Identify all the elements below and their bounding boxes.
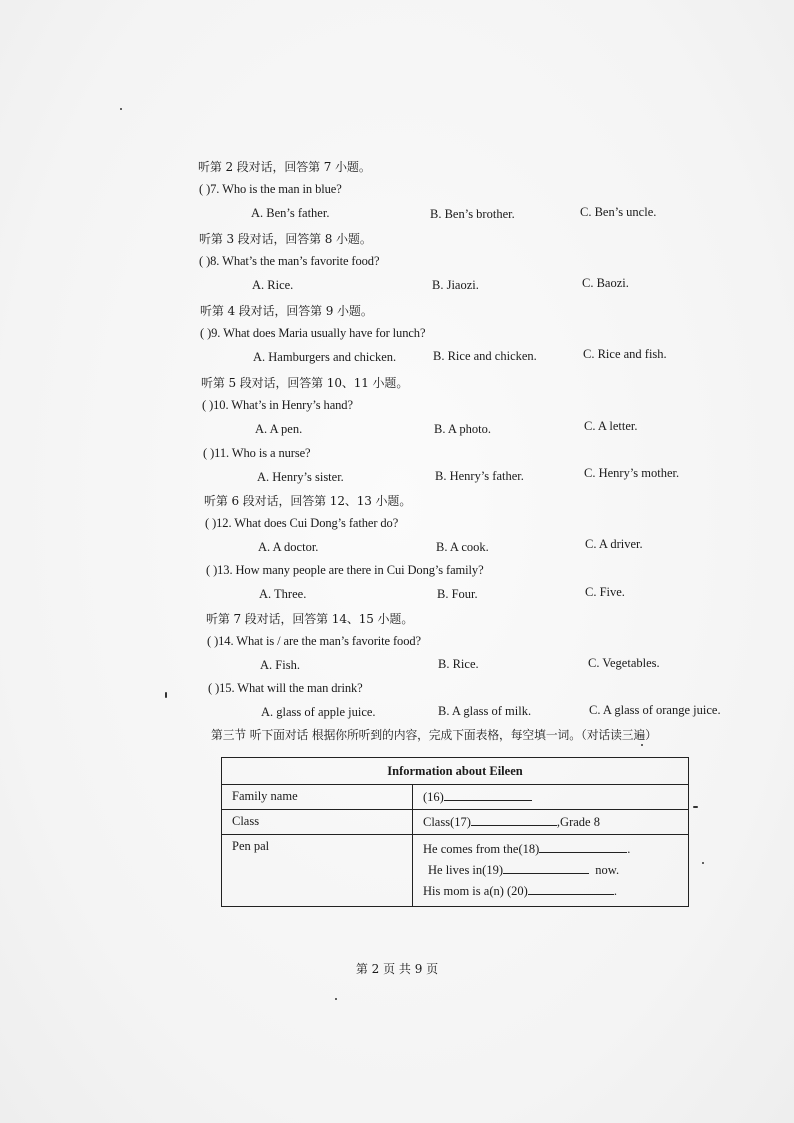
question-15-stem: ( )15. What will the man drink?	[208, 681, 363, 695]
scan-speck	[641, 744, 643, 746]
page-footer: 第 2 页 共 9 页	[355, 962, 439, 976]
blank-16[interactable]	[444, 789, 532, 801]
question-11-option-c: C. Henry’s mother.	[584, 466, 680, 480]
scan-speck	[702, 862, 704, 864]
question-8-option-c: C. Baozi.	[582, 276, 629, 290]
question-15-option-c: C. A glass of orange juice.	[589, 703, 721, 717]
question-12-option-c: C. A driver.	[585, 537, 643, 551]
section-heading-4: 听第 4 段对话，回答第 9 小题。	[200, 304, 373, 318]
pen-pal-cell	[413, 835, 689, 907]
blank-19-label: He lives in(19)	[428, 863, 503, 877]
question-9-stem: ( )9. What does Maria usually have for lunch?	[200, 326, 426, 340]
question-14-option-c: C. Vegetables.	[588, 656, 660, 670]
question-13-option-b: B. Four.	[437, 587, 478, 601]
blank-16-label: (16)	[423, 790, 444, 804]
question-7-option-a: A. Ben’s father.	[251, 206, 330, 220]
pen-pal-line-20	[423, 881, 678, 902]
question-9-option-a: A. Hamburgers and chicken.	[253, 350, 397, 364]
blank-19[interactable]	[503, 862, 589, 874]
question-10-stem: ( )10. What’s in Henry’s hand?	[202, 398, 353, 412]
section-heading-6: 听第 6 段对话，回答第 12、13 小题。	[204, 494, 412, 508]
table-title: Information about Eileen	[222, 758, 689, 785]
question-8-stem: ( )8. What’s the man’s favorite food?	[199, 254, 380, 268]
pen-pal-line-18	[423, 839, 678, 860]
blank-20-period: .	[613, 884, 617, 898]
question-11-option-a: A. Henry’s sister.	[257, 470, 344, 484]
question-13-stem: ( )13. How many people are there in Cui Dong’s family?	[206, 563, 484, 577]
scan-speck	[120, 108, 122, 110]
question-13-option-a: A. Three.	[259, 587, 307, 601]
question-12-option-a: A. A doctor.	[258, 540, 319, 554]
question-10-option-c: C. A letter.	[584, 419, 638, 433]
question-12-stem: ( )12. What does Cui Dong’s father do?	[205, 516, 399, 530]
section-heading-3: 听第 3 段对话，回答第 8 小题。	[199, 232, 372, 246]
class-grade-text: ,Grade 8	[556, 815, 600, 829]
pen-pal-line-19	[423, 860, 678, 881]
question-9-option-c: C. Rice and fish.	[583, 347, 667, 361]
class-cell	[413, 810, 689, 835]
section-heading-2: 听第 2 段对话，回答第 7 小题。	[198, 160, 371, 174]
question-14-option-b: B. Rice.	[438, 657, 479, 671]
question-7-option-b: B. Ben’s brother.	[430, 207, 515, 221]
question-14-option-a: A. Fish.	[260, 658, 300, 672]
question-10-option-b: B. A photo.	[434, 422, 491, 436]
part-3-instructions: 第三节 听下面对话 根据你所听到的内容，完成下面表格，每空填一词。（对话读三遍）	[211, 728, 657, 742]
blank-20[interactable]	[528, 883, 614, 895]
question-15-option-b: B. A glass of milk.	[438, 704, 532, 718]
scan-speck	[693, 806, 698, 808]
question-8-option-a: A. Rice.	[252, 278, 294, 292]
question-7-option-c: C. Ben’s uncle.	[580, 205, 657, 219]
blank-18-period: .	[627, 842, 631, 856]
question-13-option-c: C. Five.	[585, 585, 625, 599]
question-8-option-b: B. Jiaozi.	[432, 278, 479, 292]
blank-18-label: He comes from the(18)	[423, 842, 540, 856]
family-name-cell	[413, 785, 689, 810]
question-7-stem: ( )7. Who is the man in blue?	[199, 182, 342, 196]
blank-18[interactable]	[539, 841, 627, 853]
question-12-option-b: B. A cook.	[436, 540, 489, 554]
blank-19-suffix: now.	[595, 863, 620, 877]
class-label: Class	[222, 810, 413, 835]
question-11-stem: ( )11. Who is a nurse?	[203, 446, 311, 460]
section-heading-7: 听第 7 段对话，回答第 14、15 小题。	[206, 612, 414, 626]
blank-20-label: His mom is a(n) (20)	[423, 884, 528, 898]
question-11-option-b: B. Henry’s father.	[435, 469, 524, 483]
question-10-option-a: A. A pen.	[255, 422, 303, 436]
question-9-option-b: B. Rice and chicken.	[433, 349, 537, 363]
question-14-stem: ( )14. What is / are the man’s favorite food?	[207, 634, 421, 648]
question-15-option-a: A. glass of apple juice.	[261, 705, 376, 719]
scan-speck	[165, 692, 167, 698]
family-name-label: Family name	[222, 785, 413, 810]
info-table	[221, 757, 689, 907]
scan-speck	[335, 998, 337, 1000]
section-heading-5: 听第 5 段对话，回答第 10、11 小题。	[201, 376, 409, 390]
pen-pal-label: Pen pal	[222, 835, 413, 907]
blank-17[interactable]	[471, 814, 557, 826]
blank-17-label: Class(17)	[423, 815, 471, 829]
